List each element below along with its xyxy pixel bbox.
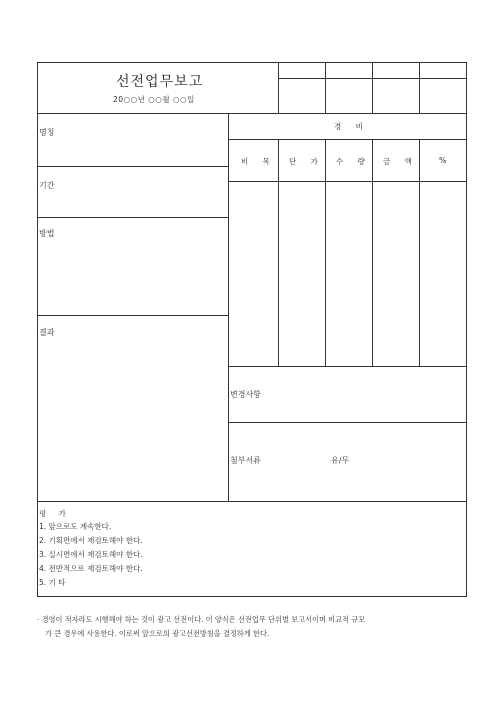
expense-col-3 (372, 139, 373, 366)
form-title: 선전업무보고 (116, 74, 204, 90)
form-border-bottom (37, 596, 467, 597)
header-divider (278, 62, 279, 113)
expense-header-line (228, 181, 466, 182)
result-label: 결과 (39, 328, 55, 337)
report-date: 20○○년 ○○월 ○○일 (113, 95, 195, 104)
changes-row-bottom (228, 422, 466, 423)
form-border-top (37, 62, 467, 63)
period-label: 기간 (39, 181, 55, 190)
name-row-bottom (37, 166, 228, 167)
expense-title-line (228, 139, 466, 140)
expense-col-header-quantity: 수 량 (336, 157, 371, 166)
expense-col-2 (325, 139, 326, 366)
evaluation-top-line (37, 501, 467, 502)
evaluation-title: 평 가 (39, 509, 71, 518)
expense-col-header-amount: 금 액 (383, 157, 418, 166)
approval-col-1 (325, 62, 326, 113)
footnote-line-1: · 경영이 적자라도 시행해야 하는 것이 광고 선전이다. 이 양식은 선전업무 단위별 보고서이며 비교적 규모 (37, 615, 366, 624)
header-bottom-line (37, 113, 467, 114)
changes-label: 변경사항 (230, 390, 261, 399)
form-border-left (37, 62, 38, 597)
expense-col-4 (419, 139, 420, 366)
evaluation-item-1: 1. 앞으로도 계속한다. (39, 522, 112, 531)
period-row-bottom (37, 217, 228, 218)
expense-col-header-percent: % (439, 156, 447, 165)
approval-col-2 (372, 62, 373, 113)
expense-col-1 (278, 139, 279, 366)
attachments-label: 첨부서류 (230, 456, 261, 465)
body-divider (228, 113, 229, 501)
expense-col-header-unit-price: 단 가 (289, 157, 324, 166)
expense-title: 경 비 (334, 122, 369, 131)
expense-table-bottom (228, 366, 466, 367)
expense-col-header-item: 비 목 (241, 157, 276, 166)
evaluation-item-2: 2. 기획면에서 재검토해야 한다. (39, 536, 143, 545)
evaluation-item-4: 4. 전반적으로 재검토해야 한다. (39, 564, 143, 573)
attachments-value: 유/무 (331, 456, 350, 465)
approval-col-3 (419, 62, 420, 113)
evaluation-item-3: 3. 실시면에서 재검토해야 한다. (39, 550, 143, 559)
footnote-line-2: 가 큰 경우에 사용한다. 이로써 앞으로의 광고선전방침을 결정하게 한다. (45, 629, 270, 638)
name-label: 명칭 (39, 128, 55, 137)
evaluation-item-5: 5. 기 타 (39, 578, 66, 587)
method-row-bottom (37, 315, 228, 316)
form-border-right (466, 62, 467, 597)
method-label: 방법 (39, 229, 55, 238)
